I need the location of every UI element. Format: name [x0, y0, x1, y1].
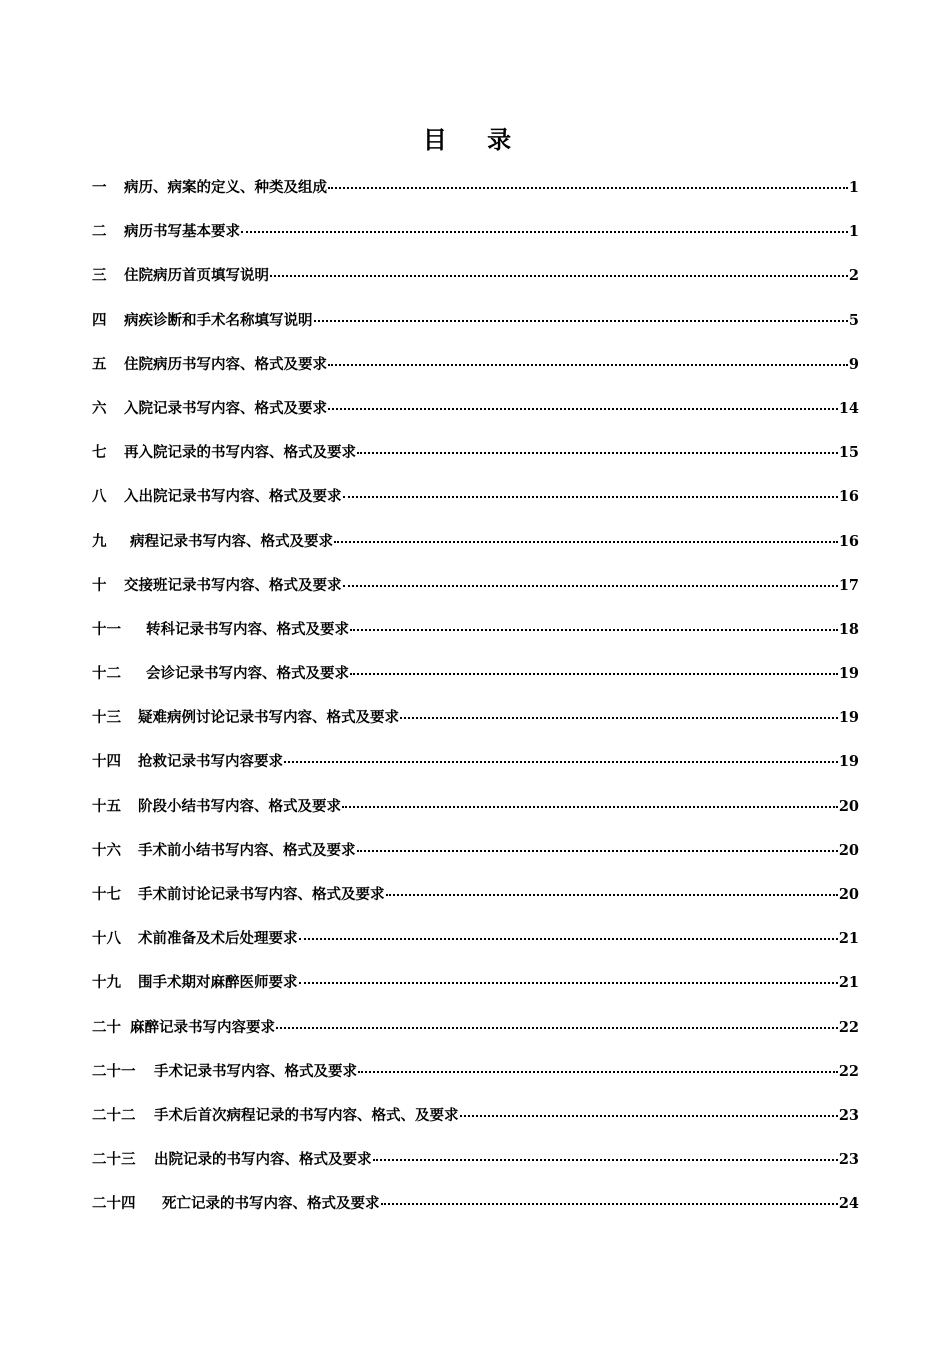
toc-entry-number: 二十四	[92, 1195, 136, 1213]
toc-dot-leader	[373, 1158, 838, 1161]
toc-entry-number: 八	[92, 488, 107, 506]
toc-entry[interactable]	[92, 1058, 859, 1102]
toc-dot-leader	[299, 981, 838, 984]
toc-entry-page-number: 23	[838, 1106, 859, 1124]
toc-entry-title: 病疾诊断和手术名称填写说明	[124, 311, 313, 329]
toc-entry[interactable]	[92, 307, 859, 351]
toc-entry-title: 出院记录的书写内容、格式及要求	[154, 1151, 372, 1169]
toc-entry-title: 入院记录书写内容、格式及要求	[124, 399, 327, 417]
toc-entry-page-number: 1	[848, 179, 859, 196]
toc-entry-number: 十四	[92, 753, 121, 771]
toc-entry[interactable]	[92, 1146, 859, 1190]
toc-entry-page-number: 24	[838, 1195, 859, 1213]
toc-entry-page-number: 18	[838, 620, 859, 638]
toc-dot-leader	[328, 407, 838, 410]
toc-entry-title: 围手术期对麻醉医师要求	[138, 974, 298, 992]
toc-entry-title: 再入院记录的书写内容、格式及要求	[124, 444, 356, 462]
toc-entry[interactable]	[92, 925, 859, 969]
toc-entry[interactable]	[92, 616, 859, 660]
toc-dot-leader	[284, 760, 838, 763]
toc-entry-page-number: 22	[838, 1018, 859, 1036]
toc-entry-page-number: 19	[838, 709, 859, 727]
toc-entry[interactable]	[92, 1190, 859, 1234]
toc-entry[interactable]	[92, 704, 859, 748]
toc-entry[interactable]	[92, 660, 859, 704]
toc-dot-leader	[343, 495, 838, 498]
toc-dot-leader	[342, 805, 838, 808]
toc-dot-leader	[400, 716, 838, 719]
toc-entry-page-number: 21	[838, 974, 859, 992]
toc-entry[interactable]	[92, 262, 859, 306]
toc-entry-number: 九	[92, 532, 107, 550]
toc-entry[interactable]	[92, 483, 859, 527]
toc-entry-page-number: 5	[848, 311, 859, 329]
toc-entry-page-number: 2	[848, 267, 859, 285]
toc-entry-title: 住院病历首页填写说明	[124, 267, 269, 285]
toc-entry-page-number: 19	[838, 753, 859, 771]
toc-entry-title: 死亡记录的书写内容、格式及要求	[162, 1195, 380, 1213]
toc-entry-number: 二十二	[92, 1106, 136, 1124]
toc-entry-title: 病程记录书写内容、格式及要求	[130, 532, 333, 550]
toc-dot-leader	[328, 186, 848, 189]
toc-entry-number: 三	[92, 267, 107, 285]
toc-entry-number: 十八	[92, 930, 121, 948]
toc-entry-page-number: 21	[838, 930, 859, 948]
toc-entry-page-number: 16	[838, 532, 859, 550]
toc-entry-title: 手术后首次病程记录的书写内容、格式、及要求	[154, 1106, 459, 1124]
toc-dot-leader	[357, 451, 838, 454]
toc-dot-leader	[328, 363, 848, 366]
toc-entry-page-number: 1	[848, 223, 859, 241]
toc-entry[interactable]	[92, 528, 859, 572]
toc-entry-number: 二十三	[92, 1151, 136, 1169]
toc-entry-title: 病历书写基本要求	[124, 223, 240, 241]
toc-entry-page-number: 17	[838, 576, 859, 594]
toc-entry-title: 会诊记录书写内容、格式及要求	[146, 665, 349, 683]
toc-entry-title: 疑难病例讨论记录书写内容、格式及要求	[138, 709, 399, 727]
toc-entry-title: 术前准备及术后处理要求	[138, 930, 298, 948]
toc-entry-page-number: 19	[838, 665, 859, 683]
toc-entry-number: 二十一	[92, 1062, 136, 1080]
toc-entry-page-number: 20	[838, 797, 859, 815]
toc-entry-number: 十六	[92, 841, 121, 859]
toc-entry[interactable]	[92, 748, 859, 792]
toc-dot-leader	[386, 893, 838, 896]
toc-dot-leader	[241, 230, 848, 233]
toc-entry[interactable]	[92, 969, 859, 1013]
toc-dot-leader	[460, 1114, 838, 1117]
toc-entry-title: 阶段小结书写内容、格式及要求	[138, 797, 341, 815]
toc-entry-number: 十七	[92, 886, 121, 903]
toc-dot-leader	[270, 274, 848, 277]
toc-entry-number: 十一	[92, 620, 121, 638]
toc-dot-leader	[350, 672, 838, 675]
toc-dot-leader	[358, 1070, 838, 1073]
toc-entry-number: 七	[92, 444, 107, 462]
toc-entry-title: 住院病历书写内容、格式及要求	[124, 355, 327, 373]
toc-entry-title: 交接班记录书写内容、格式及要求	[124, 576, 342, 594]
toc-entry-title: 麻醉记录书写内容要求	[130, 1018, 275, 1036]
toc-entry[interactable]	[92, 395, 859, 439]
toc-entry-title: 病历、病案的定义、种类及组成	[124, 179, 327, 196]
toc-entry-page-number: 22	[838, 1062, 859, 1080]
toc-entry-page-number: 20	[838, 886, 859, 903]
toc-entry[interactable]	[92, 218, 859, 262]
toc-entry[interactable]	[92, 1102, 859, 1146]
toc-dot-leader	[350, 628, 838, 631]
toc-entry[interactable]	[92, 572, 859, 616]
toc-dot-leader	[357, 849, 838, 852]
toc-entry-number: 五	[92, 355, 107, 373]
toc-dot-leader	[276, 1026, 838, 1029]
toc-entry-number: 十	[92, 576, 107, 594]
toc-dot-leader	[334, 540, 838, 543]
toc-entry-number: 四	[92, 311, 107, 329]
toc-entry-page-number: 15	[838, 444, 859, 462]
toc-dot-leader	[343, 584, 838, 587]
toc-entry-title: 手术前讨论记录书写内容、格式及要求	[138, 886, 385, 903]
toc-entry[interactable]	[92, 439, 859, 483]
toc-entry-page-number: 20	[838, 841, 859, 859]
toc-entry[interactable]	[92, 1014, 859, 1058]
toc-entry-page-number: 16	[838, 488, 859, 506]
toc-title: 目 录	[422, 126, 528, 154]
table-of-contents	[92, 174, 859, 1235]
toc-entry-title: 抢救记录书写内容要求	[138, 753, 283, 771]
toc-entry[interactable]	[92, 174, 859, 218]
toc-entry-title: 手术前小结书写内容、格式及要求	[138, 841, 356, 859]
toc-entry-page-number: 23	[838, 1151, 859, 1169]
toc-entry-page-number: 9	[848, 355, 859, 373]
toc-entry-title: 入出院记录书写内容、格式及要求	[124, 488, 342, 506]
toc-entry[interactable]	[92, 351, 859, 395]
toc-entry-number: 十五	[92, 797, 121, 815]
toc-dot-leader	[314, 319, 848, 322]
toc-entry-number: 十九	[92, 974, 121, 992]
toc-entry-title: 转科记录书写内容、格式及要求	[146, 620, 349, 638]
toc-entry-number: 十二	[92, 665, 121, 683]
toc-entry-page-number: 14	[838, 399, 859, 417]
toc-dot-leader	[299, 937, 838, 940]
toc-dot-leader	[381, 1202, 838, 1205]
toc-entry-number: 六	[92, 399, 107, 417]
toc-entry[interactable]	[92, 837, 859, 881]
toc-entry-number: 十三	[92, 709, 121, 727]
toc-entry[interactable]	[92, 881, 859, 925]
toc-entry-number: 一	[92, 179, 107, 196]
toc-entry-number: 二十	[92, 1018, 121, 1036]
toc-entry-title: 手术记录书写内容、格式及要求	[154, 1062, 357, 1080]
toc-entry[interactable]	[92, 793, 859, 837]
toc-entry-number: 二	[92, 223, 107, 241]
